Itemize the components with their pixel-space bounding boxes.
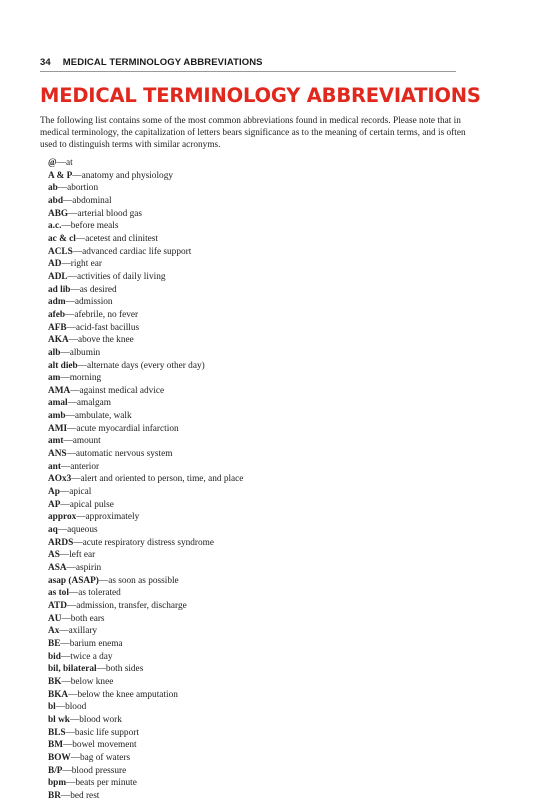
abbreviation-term: ANS [48,449,67,460]
abbreviation-meaning: aqueous [67,525,98,536]
intro-line: medical terminology, the capitalization of letters bears significance as to the meaning of certain terms, and is often [40,128,466,139]
abbreviation-meaning: amalgam [76,398,111,409]
abbreviation-meaning: admission [74,297,113,308]
abbreviation-meaning: alternate days (every other day) [87,360,205,371]
abbreviation-entry [48,385,468,398]
abbreviation-meaning: before meals [70,221,119,232]
abbreviation-meaning: arterial blood gas [77,208,142,219]
abbreviation-entry [48,170,468,183]
page-title: MEDICAL TERMINOLOGY ABBREVIATIONS [40,84,481,107]
abbreviation-term: AFB [48,322,67,333]
abbreviation-entry [48,663,468,676]
abbreviation-meaning: bowel movement [72,740,137,751]
abbreviation-entry [48,182,468,195]
em-dash-separator: — [68,335,78,346]
abbreviation-entry [48,410,468,423]
abbreviation-term: a.c. [48,221,62,232]
abbreviation-term: afeb [48,309,66,320]
abbreviation-term: AP [48,499,61,510]
abbreviation-meaning: twice a day [70,651,113,662]
abbreviation-term: AKA [48,335,69,346]
em-dash-separator: — [96,664,106,675]
abbreviation-entry [48,714,468,727]
abbreviation-term: AD [48,259,62,270]
abbreviation-entry [48,208,468,221]
abbreviation-entry [48,651,468,664]
em-dash-separator: — [59,550,70,561]
em-dash-separator: — [57,525,68,536]
em-dash-separator: — [63,195,73,206]
abbreviation-meaning: blood [65,702,87,713]
em-dash-separator: — [65,411,75,422]
running-title: MEDICAL TERMINOLOGY ABBREVIATIONS [62,57,263,68]
abbreviation-meaning: apical [69,487,92,498]
abbreviation-meaning: bed rest [70,790,100,801]
abbreviation-term: bil, bilateral [48,664,97,675]
abbreviation-entry [48,246,468,259]
abbreviation-meaning: bag of waters [80,752,131,763]
abbreviation-meaning: anterior [70,461,100,472]
em-dash-separator: — [66,322,76,333]
abbreviation-term: ARDS [48,537,74,548]
em-dash-separator: — [65,297,75,308]
abbreviation-term: ab [48,183,58,194]
abbreviation-entry [48,220,468,233]
abbreviation-meaning: albumin [69,347,101,358]
abbreviation-term: AMA [48,385,71,396]
em-dash-separator: — [60,499,70,510]
abbreviation-meaning: advanced cardiac life support [82,246,192,257]
page-number: 34 [40,57,51,68]
abbreviation-meaning: automatic nervous system [75,449,173,460]
em-dash-separator: — [66,563,76,573]
abbreviation-term: AOx3 [48,474,72,485]
em-dash-separator: — [72,170,82,181]
abbreviation-term: ACLS [48,246,73,257]
abbreviation-meaning: as soon as possible [108,575,179,586]
abbreviation-meaning: as desired [79,284,117,295]
abbreviation-term: BR [48,790,61,801]
abbreviation-meaning: barium enema [69,638,123,649]
abbreviation-term: ant [48,461,61,472]
abbreviation-term: bpm [48,778,67,789]
em-dash-separator: — [66,600,77,611]
abbreviation-entry [48,638,468,651]
abbreviation-term: ADL [48,271,68,282]
abbreviation-meaning: axillary [68,626,98,637]
abbreviation-entry [48,752,468,765]
em-dash-separator: — [68,208,78,219]
abbreviation-term: ATD [48,600,67,611]
intro-line: used to distinguish terms with similar acronyms. [40,140,221,151]
abbreviation-term: Ap [48,487,60,498]
abbreviation-term: ad lib [48,284,71,295]
em-dash-separator: — [70,385,80,396]
abbreviation-term: @ [48,158,57,168]
abbreviation-meaning: against medical advice [79,385,165,396]
em-dash-separator: — [61,676,71,687]
abbreviation-meaning: left ear [69,550,96,561]
abbreviation-entry [48,435,468,448]
abbreviation-entry [48,727,468,740]
abbreviation-meaning: aspirin [75,563,102,573]
abbreviation-term: ASA [48,563,67,573]
abbreviation-entry [48,537,468,550]
em-dash-separator: — [62,765,72,776]
abbreviation-term: aq [48,525,58,536]
em-dash-separator: — [65,309,75,320]
abbreviation-entry [48,600,468,613]
abbreviation-entry [48,461,468,474]
abbreviation-entry [48,195,468,208]
abbreviation-entry [48,511,468,524]
abbreviation-entry [48,473,468,486]
abbreviation-term: bid [48,651,61,662]
em-dash-separator: — [65,727,75,738]
em-dash-separator: — [67,423,77,434]
em-dash-separator: — [75,233,86,244]
intro-line: The following list contains some of the most common abbreviations found in medical records. Please note that in [40,116,461,126]
abbreviation-list [48,157,468,802]
em-dash-separator: — [70,284,80,295]
running-header [40,57,456,72]
abbreviation-meaning: below knee [70,676,114,687]
abbreviation-entry [48,309,468,322]
em-dash-separator: — [73,537,83,548]
abbreviation-entry [48,486,468,499]
abbreviation-entry [48,157,468,170]
abbreviation-entry [48,625,468,638]
em-dash-separator: — [55,702,66,713]
abbreviation-meaning: acid-fast bacillus [75,322,140,333]
abbreviation-entry [48,296,468,309]
abbreviation-meaning: ambulate, walk [74,411,132,422]
abbreviation-term: BOW [48,752,71,763]
abbreviation-entry [48,397,468,410]
em-dash-separator: — [60,373,70,384]
em-dash-separator: — [57,183,68,194]
abbreviation-term: Ax [48,626,60,637]
abbreviation-meaning: alert and oriented to person, time, and place [80,474,244,485]
abbreviation-meaning: abdominal [72,195,112,206]
abbreviation-entry [48,613,468,626]
abbreviation-entry [48,587,468,600]
abbreviation-term: alb [48,347,61,358]
em-dash-separator: — [59,626,69,637]
abbreviation-meaning: above the knee [77,335,134,346]
abbreviation-term: abd [48,195,63,206]
abbreviation-meaning: acute respiratory distress syndrome [82,537,215,548]
abbreviation-meaning: morning [69,373,102,384]
abbreviation-meaning: afebrile, no fever [74,309,139,320]
abbreviation-term: AMI [48,423,68,434]
abbreviation-meaning: approximately [85,512,140,523]
em-dash-separator: — [59,487,70,498]
abbreviation-term: asap (ASAP) [48,575,99,586]
abbreviation-entry [48,524,468,537]
abbreviation-meaning: below the knee amputation [77,689,178,700]
abbreviation-meaning: basic life support [74,727,139,738]
abbreviation-meaning: beats per minute [75,778,137,789]
abbreviation-term: BKA [48,689,69,700]
em-dash-separator: — [76,512,86,523]
abbreviation-entry [48,499,468,512]
abbreviation-meaning: right ear [70,259,102,270]
abbreviation-meaning: apical pulse [69,499,114,510]
abbreviation-term: amt [48,436,64,447]
abbreviation-entry [48,777,468,790]
em-dash-separator: — [60,790,71,801]
abbreviation-term: B/P [48,765,63,776]
abbreviation-entry [48,676,468,689]
abbreviation-term: bl [48,702,56,713]
em-dash-separator: — [68,689,78,700]
em-dash-separator: — [60,461,71,472]
abbreviation-meaning: acute myocardial infarction [76,423,179,434]
abbreviation-entry [48,790,468,802]
abbreviation-entry [48,765,468,778]
abbreviation-term: amb [48,411,66,422]
em-dash-separator: — [60,651,71,662]
abbreviation-entry [48,258,468,271]
abbreviation-term: ABG [48,208,69,219]
abbreviation-entry [48,360,468,373]
abbreviation-entry [48,372,468,385]
abbreviation-entry [48,233,468,246]
em-dash-separator: — [66,778,76,789]
em-dash-separator: — [71,474,81,485]
em-dash-separator: — [66,449,76,460]
abbreviation-entry [48,562,468,575]
em-dash-separator: — [62,740,73,751]
abbreviation-meaning: admission, transfer, discharge [76,600,187,611]
abbreviation-meaning: abortion [67,183,99,194]
abbreviation-meaning: at [65,158,73,168]
abbreviation-meaning: amount [72,436,101,447]
em-dash-separator: — [61,221,71,232]
abbreviation-entry [48,701,468,714]
abbreviation-entry [48,739,468,752]
em-dash-separator: — [77,360,87,371]
abbreviation-meaning: as tolerated [78,588,121,599]
em-dash-separator: — [60,347,70,358]
abbreviation-term: AU [48,613,62,624]
em-dash-separator: — [56,158,66,168]
abbreviation-entry [48,549,468,562]
em-dash-separator: — [60,638,70,649]
abbreviation-term: as tol [48,588,69,599]
abbreviation-entry [48,448,468,461]
abbreviation-entry [48,689,468,702]
abbreviation-term: BK [48,676,62,687]
abbreviation-entry [48,271,468,284]
em-dash-separator: — [67,398,77,409]
abbreviation-entry [48,575,468,588]
intro-paragraph [40,115,466,152]
abbreviation-meaning: activities of daily living [76,271,166,282]
abbreviation-meaning: acetest and clinitest [85,233,158,244]
abbreviation-term: BM [48,740,63,751]
em-dash-separator: — [98,575,109,586]
abbreviation-meaning: both sides [105,664,144,675]
em-dash-separator: — [68,588,79,599]
em-dash-separator: — [67,271,77,282]
abbreviation-term: A & P [48,170,73,181]
abbreviation-term: am [48,373,61,384]
em-dash-separator: — [69,714,80,725]
abbreviation-entry [48,284,468,297]
abbreviation-term: ac & cl [48,233,76,244]
em-dash-separator: — [72,246,83,257]
abbreviation-term: AS [48,550,60,561]
em-dash-separator: — [61,613,71,624]
abbreviation-term: BLS [48,727,66,738]
abbreviation-entry [48,423,468,436]
abbreviation-term: alt dieb [48,360,78,371]
abbreviation-term: BE [48,638,61,649]
abbreviation-term: adm [48,297,66,308]
abbreviation-term: amal [48,398,68,409]
abbreviation-term: bl wk [48,714,70,725]
em-dash-separator: — [70,752,81,763]
abbreviation-entry [48,334,468,347]
abbreviation-meaning: both ears [70,613,105,624]
em-dash-separator: — [63,436,73,447]
abbreviation-entry [48,347,468,360]
em-dash-separator: — [61,259,71,270]
abbreviation-entry [48,322,468,335]
abbreviation-term: approx [48,512,77,523]
abbreviation-meaning: blood work [79,714,122,725]
abbreviation-meaning: anatomy and physiology [81,170,173,181]
abbreviation-meaning: blood pressure [71,765,127,776]
